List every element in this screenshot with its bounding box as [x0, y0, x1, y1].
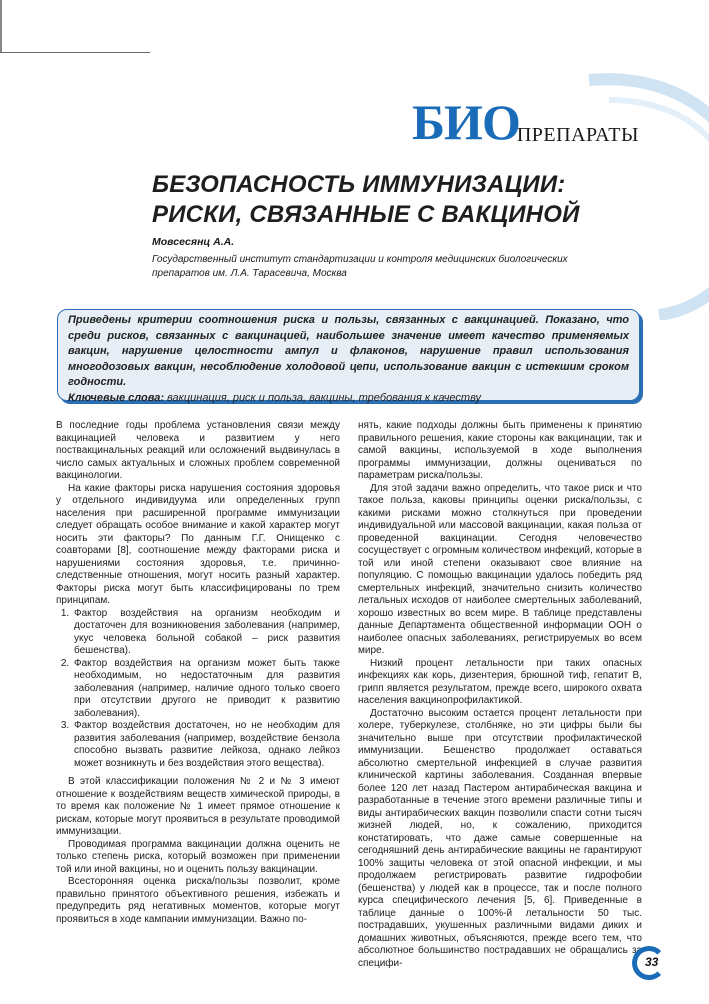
abstract-box [57, 309, 640, 404]
list-item: 1. Фактор воздействия на организм необходим и достаточен для возникновения заболевания (например, укус человека больной собакой – риск развития бешенства). [72, 608, 340, 658]
page-number: 33 [645, 955, 659, 969]
risk-factor-list [56, 608, 340, 771]
article-title-line-1: БЕЗОПАСНОСТЬ ИММУНИЗАЦИИ: [152, 171, 566, 198]
section-logo-small: ПРЕПАРАТЫ [516, 124, 639, 146]
paragraph: Всесторонняя оценка риска/пользы позволит, кроме правильно принятого объективного решения, избежать и предупредить ряд негативных моментов, которые могут проявиться в ходе кампании иммунизации. Важно по- [56, 876, 340, 925]
paragraph: Для этой задачи важно определить, что такое риск и что такое польза, каковы принципы оценки риска/пользы, с какими рисками можно столкнуться при проведении индивидуальной или массовой вакцинации, какая польза от проведенной вакцинации. Сегодня человечество сосуществует с огромным количеством инфекций, которые в той или иной степени оказывают свое влияние на популяцию. С помощью вакцинации удалось победить ряд смертельных инфекций, значительно снизить количество летальных исходов от наиболее смертельных заболеваний, хорошо известных во всем мире. В таблице представлены данные Департамента общественной информации ООН о наиболее опасных заболеваниях, регистрируемых во всем мире. [358, 482, 642, 656]
text-column-right [358, 420, 642, 970]
paragraph: В этой классификации положения № 2 и № 3 имеют отношение к воздействиям веществ химической природы, в то время как положение № 1 имеет прямое отношение к рискам, которые могут проявиться в результате проводимой иммунизации. [56, 776, 340, 837]
section-logo [412, 92, 639, 152]
page-edge-line [0, 0, 2, 52]
author-name: Мовсесянц А.А. [152, 236, 235, 248]
paragraph: Достаточно высоким остается процент летальности при холере, туберкулезе, столбняке, но эти цифры были бы значительно выше при отсутствии профилактической иммунизации. Бешенство продолжает оставаться абсолютно смертельной инфекцией в случае развития клинической картины заболевания. Созданная впервые более 120 лет назад Пастером антирабическая вакцина и разработанные в течение этого времени различные типы и виды антирабических вакцин позволили спасти сотни тысяч жизней людей, но, к сожалению, приходится констатировать, что даже самые совершенные на сегодняшний день антирабические вакцины не гарантируют 100% защиты человека от этой опасной инфекции, и мы продолжаем регистрировать развитие гидрофобии (бешенства) у людей как в процессе, так и после полного курса специфического лечения [5, 6]. Приведенные в таблице данные о 100%-й летальности 50 тыс. пострадавших, укушенных различными видами диких и домашних животных, объясняются, прежде всего тем, что абсолютное большинство пострадавших не обращались за специфи- [358, 707, 642, 969]
article-title-line-2: РИСКИ, СВЯЗАННЫЕ С ВАКЦИНОЙ [152, 201, 580, 228]
author-affiliation: Государственный институт стандартизации и контроля медицинских биологических препаратов им. Л.А. Тарасевича, Москва [152, 254, 568, 279]
paragraph: Проводимая программа вакцинации должна оценить не только степень риска, который возможен при применении той или иной вакцины, но и оценить пользу вакцинации. [56, 838, 340, 875]
paragraph: Низкий процент летальности при таких опасных инфекциях как корь, дизентерия, брюшной тиф, гепатит В, грипп является результатом, прежде всего, широкого охвата населения вакцинопрофилактикой. [358, 657, 642, 706]
paragraph: В последние годы проблема установления связи между вакцинацией человека и развитием у него поствакцинальных реакций или осложнений выдвинулась в число самых актуальных и сложных проблем современной вакцинологии. [56, 420, 340, 481]
section-logo-big: БИО [412, 94, 520, 150]
list-item: 2. Фактор воздействия на организм может быть также необходимым, но недостаточным для развития заболевания (например, наличие одного только своего при отсутствии другого не приводит к развитию заболевания). [72, 658, 340, 721]
paragraph: На какие факторы риска нарушения состояния здоровья у отдельного индивидуума или определенных групп населения при расширенной программе иммунизации следует обращать особое внимание и какой характер могут носить эти факторы? По данным Г.Г. Онищенко с соавторами [8], соотношение между факторами риска и нарушениями состояния здоровья, т.е. причинно-следственные отношения, могут носить разный характер. Факторы риска могут быть классифицированы по трем принципам. [56, 482, 340, 606]
keywords-line [68, 391, 629, 407]
text-column-left [56, 420, 340, 926]
header-rule [0, 52, 150, 53]
article-title [152, 170, 652, 230]
keywords-label: Ключевые слова: [68, 391, 164, 404]
page-number-badge [632, 946, 672, 986]
list-item: 3. Фактор воздействия достаточен, но не необходим для развития заболевания (например, воздействие бензола способно вызвать развитие лейкоза, однако лейкоз может возникнуть и без воздействия этого вещества). [72, 720, 340, 770]
abstract-text: Приведены критерии соотношения риска и пользы, связанных с вакцинацией. Показано, что среди рисков, связанных с вакцинацией, наибольшее значение имеет качество применяемых вакцин, нарушение целостности ампул и флаконов, нарушение правил использования многодозовых вакцин, несоблюдение холодовой цепи, использование вакцин с истекшим сроком годности. [68, 314, 629, 388]
keywords-list: вакцинация, риск и польза, вакцины, требования к качеству [163, 391, 481, 404]
paragraph: нять, какие подходы должны быть применены к принятию правильного решения, какие стороны как вакцинации, так и самой вакцины, используемой в ходе выполнения программы иммунизации, должны оцениваться по параметрам риска/пользы. [358, 420, 642, 481]
